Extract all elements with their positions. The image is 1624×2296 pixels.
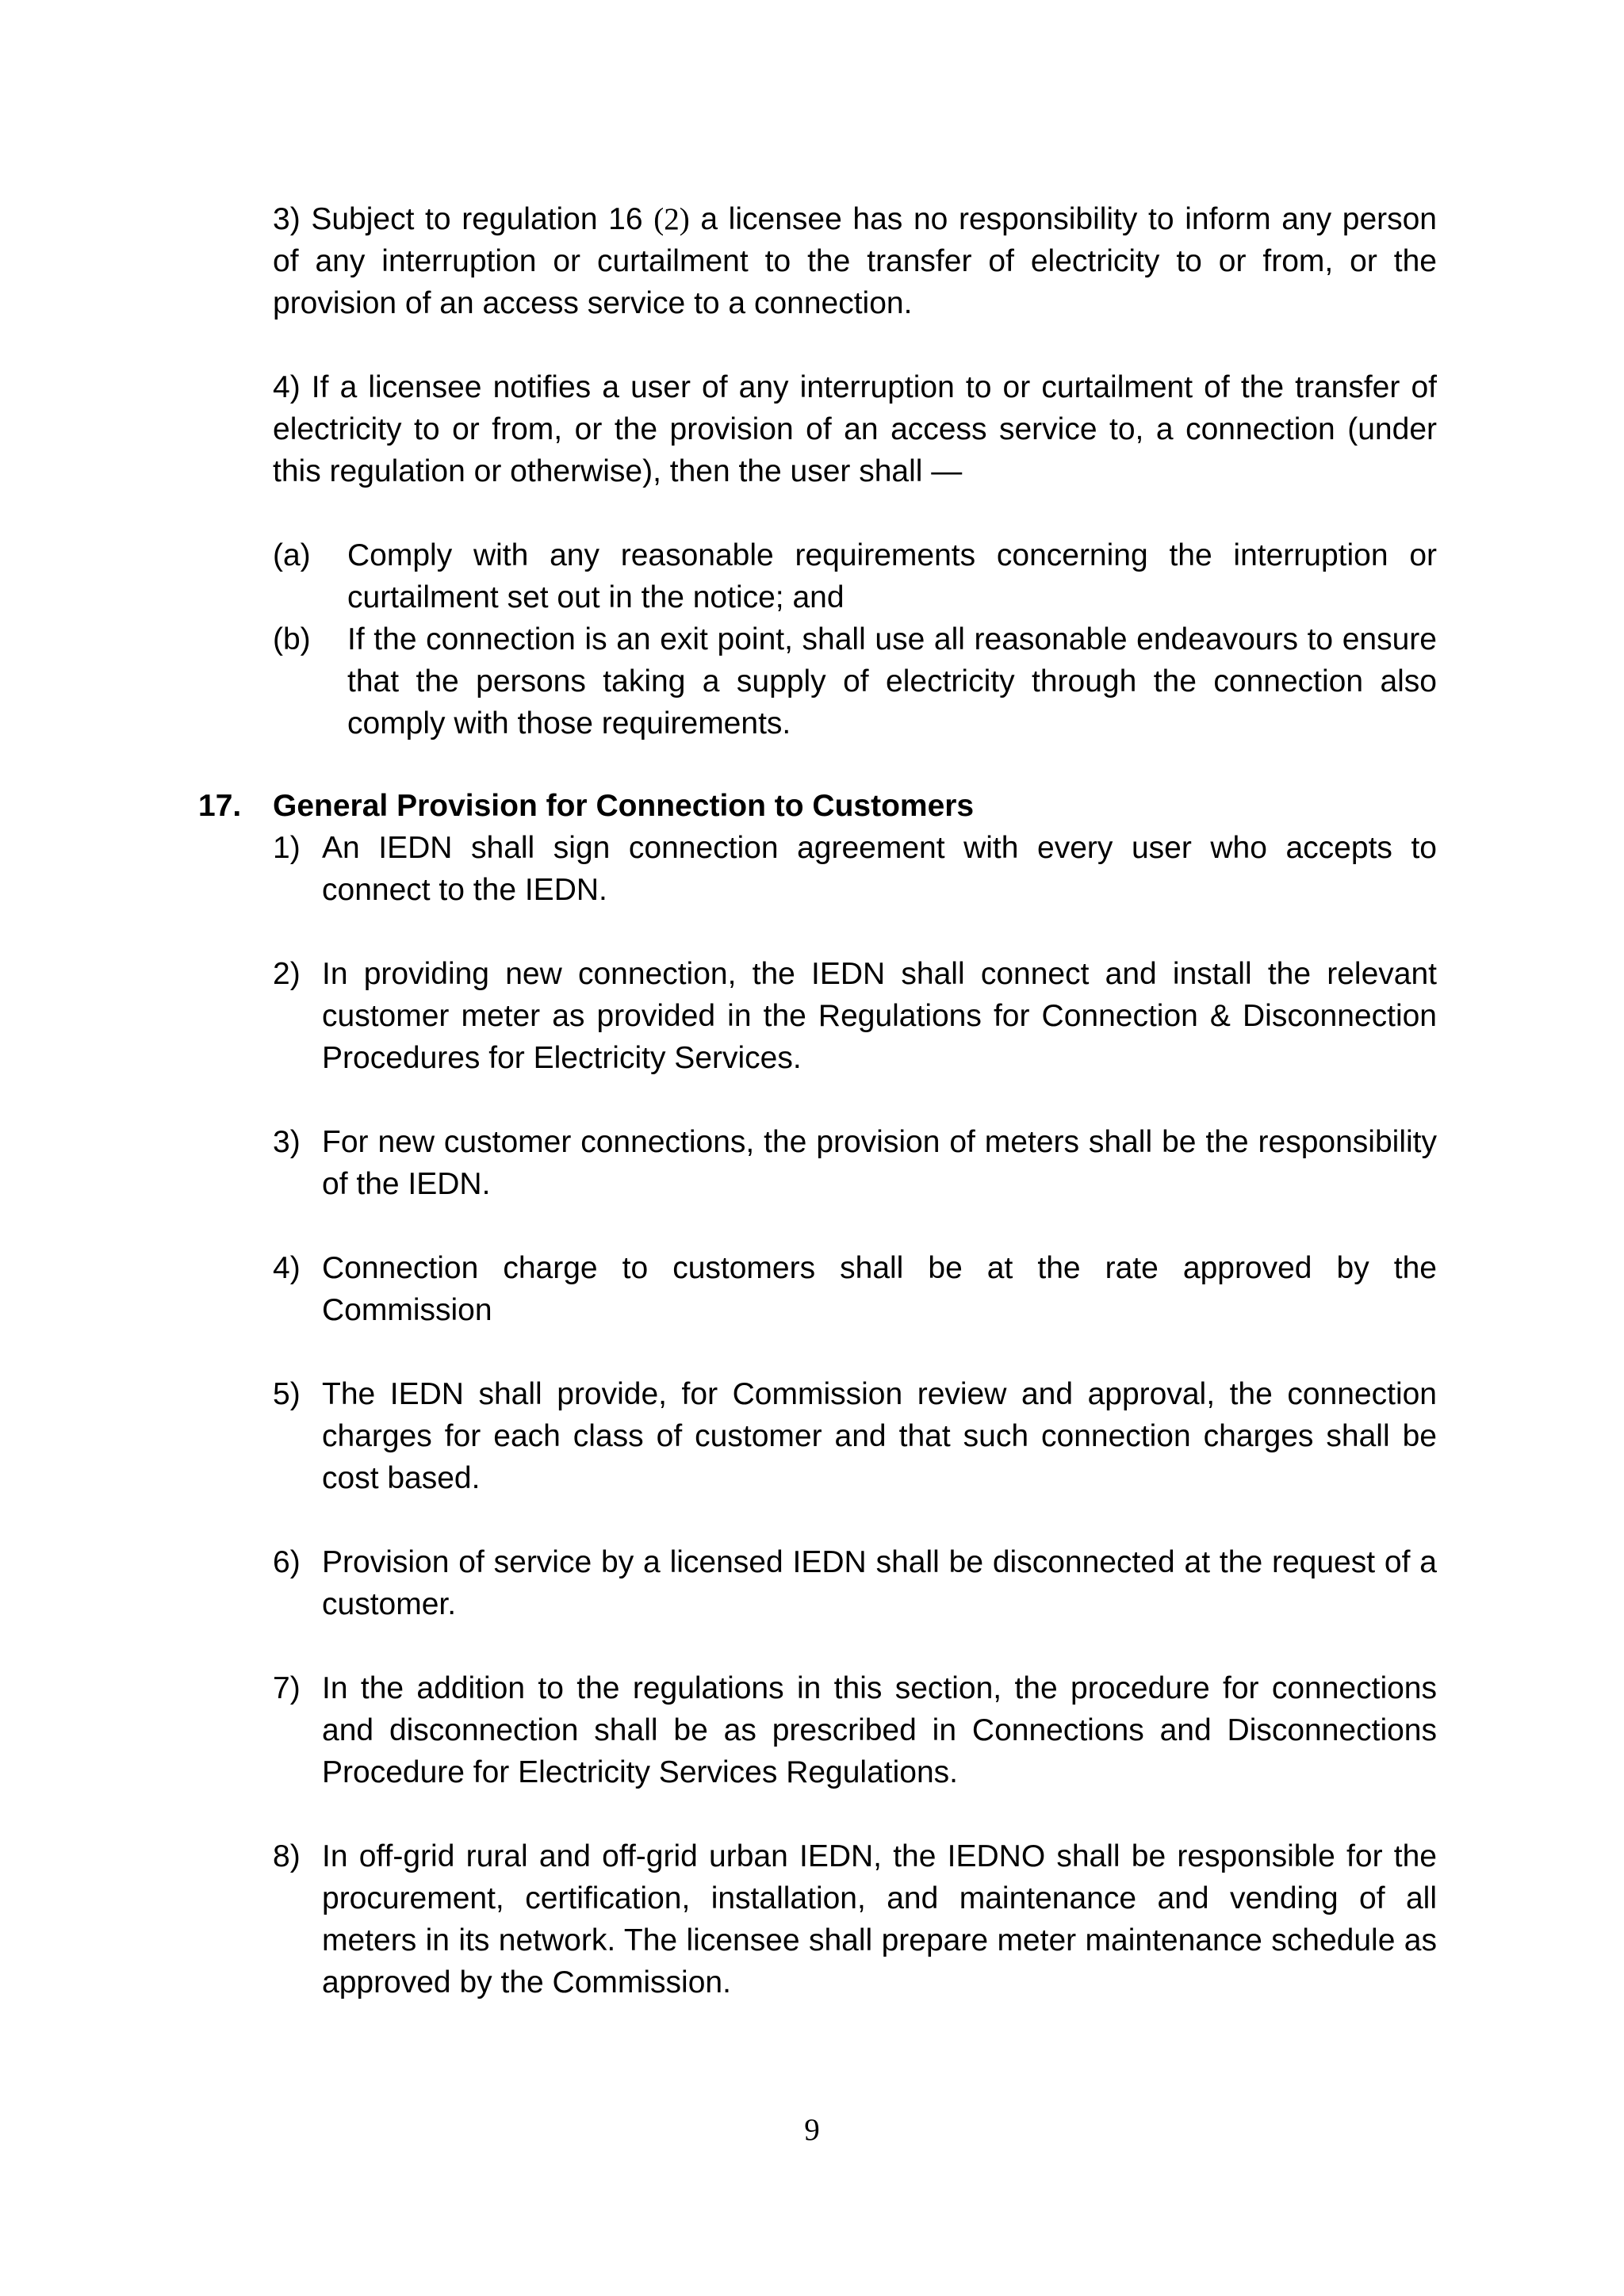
list-item-number: 6): [273, 1545, 301, 1579]
paragraph-3: [273, 198, 1437, 324]
sub-item-text: If the connection is an exit point, shall use all reasonable endeavours to ensure that the persons taking a supply of electricity through the connection also comply with those requirements.: [347, 622, 1437, 740]
list-item-text: For new customer connections, the provision of meters shall be the responsibility of the IEDN.: [322, 1125, 1437, 1201]
section-number: 17.: [198, 789, 242, 823]
list-item-text: An IEDN shall sign connection agreement with every user who accepts to connect to the IEDN.: [322, 831, 1437, 907]
paragraph-3-suffix: a licensee has no responsibility to inform any person of any interruption or curtailment to the transfer of electricity to or from, or the provision of an access service to a connection.: [273, 202, 1437, 320]
list-item-number: 4): [273, 1251, 301, 1285]
list-item: [273, 1835, 1437, 2003]
sub-item-label: (a): [273, 538, 311, 572]
list-item-text: In providing new connection, the IEDN shall connect and install the relevant customer meter as provided in the Regulations for Connection & Disconnection Procedures for Electricity Services.: [322, 957, 1437, 1075]
section-heading: [198, 785, 1435, 827]
list-item: [273, 1247, 1437, 1331]
sub-item-text: Comply with any reasonable requirements concerning the interruption or curtailment set out in the notice; and: [347, 538, 1437, 614]
list-item: [273, 1373, 1437, 1499]
sub-item-b: [273, 618, 1437, 744]
list-item: [273, 827, 1437, 911]
list-item-text: Provision of service by a licensed IEDN shall be disconnected at the request of a customer.: [322, 1545, 1437, 1621]
section-title: General Provision for Connection to Customers: [273, 789, 975, 823]
list-item-number: 5): [273, 1377, 301, 1411]
list-item: [273, 1121, 1437, 1205]
sub-list: [273, 534, 1437, 744]
list-item-text: Connection charge to customers shall be at the rate approved by the Commission: [322, 1251, 1437, 1327]
list-item: [273, 953, 1437, 1079]
list-item-text: The IEDN shall provide, for Commission review and approval, the connection charges for each class of customer and that such connection charges shall be cost based.: [322, 1377, 1437, 1495]
paragraph-4: 4) If a licensee notifies a user of any interruption to or curtailment of the transfer of electricity to or from, or the provision of an access service to, a connection (under this regulation or otherwise), then the user shall —: [273, 370, 1437, 488]
regulation-reference: (2): [653, 202, 690, 236]
paragraph-3-prefix: 3) Subject to regulation 16: [273, 202, 654, 236]
list-item-number: 3): [273, 1125, 301, 1159]
list-item-number: 7): [273, 1671, 301, 1705]
list-item-number: 1): [273, 831, 301, 865]
sub-item-label: (b): [273, 622, 311, 656]
list-item-text: In off-grid rural and off-grid urban IEDN, the IEDNO shall be responsible for the procurement, certification, installation, and maintenance and vending of all meters in its network. The licensee shall prepare meter maintenance schedule as approved by the Commission.: [322, 1839, 1437, 1999]
list-item-number: 8): [273, 1839, 301, 1873]
sub-item-a: [273, 534, 1437, 618]
list-item-text: In the addition to the regulations in this section, the procedure for connections and disconnection shall be as prescribed in Connections and Disconnections Procedure for Electricity Services Regulations.: [322, 1671, 1437, 1789]
list-item: [273, 1541, 1437, 1625]
list-item: [273, 1667, 1437, 1793]
list-item-number: 2): [273, 957, 301, 991]
page-number: 9: [804, 2113, 820, 2147]
